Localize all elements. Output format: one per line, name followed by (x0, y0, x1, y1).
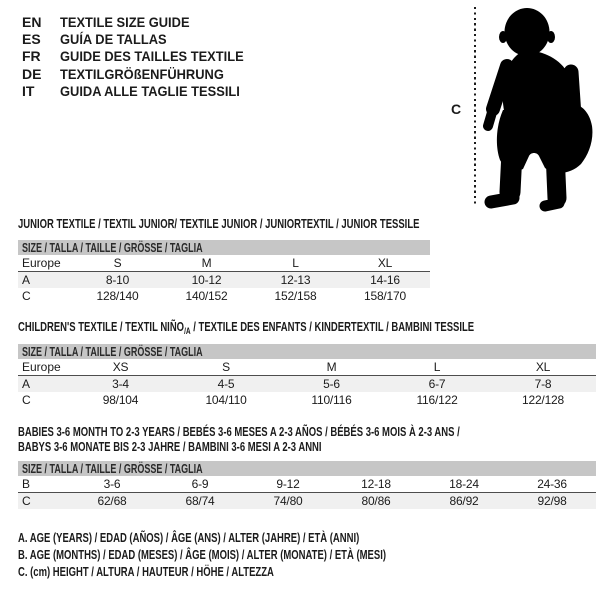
size-cell: L (251, 255, 340, 272)
size-header-row (18, 461, 596, 476)
note-age-years (18, 530, 522, 547)
title-subscript: /A (184, 326, 191, 336)
height-cell: 74/80 (244, 493, 332, 510)
height-cell: 116/122 (416, 393, 458, 407)
children-size-table (18, 344, 596, 408)
age-cell: 5-6 (279, 376, 384, 393)
height-cell: 80/86 (332, 493, 420, 510)
lang-row-es (22, 30, 260, 47)
height-cell: 110/116 (311, 393, 352, 407)
note-text: A. AGE (YEARS) / EDAD (AÑOS) / ÂGE (ANS) / ALTER (JAHRE) / ETÀ (ANNI) (18, 530, 360, 545)
junior-table-title (18, 216, 568, 231)
note-height-cm (18, 564, 522, 581)
babies-title-line1: BABIES 3-6 MONTH TO 2-3 YEARS / BEBÉS 3-6 MESES A 2-3 AÑOS / BÉBÉS 3-6 MOIS À 2-3 ANS / (18, 424, 460, 439)
height-cell: 122/128 (522, 393, 564, 407)
height-dotted-line (474, 7, 476, 206)
height-cell: 98/104 (102, 393, 139, 407)
row-label: C (18, 493, 68, 510)
age-cell: 3-6 (68, 476, 156, 493)
height-cell: 158/170 (364, 289, 406, 303)
junior-size-table (18, 240, 430, 304)
age-cell: 9-12 (244, 476, 332, 493)
lang-code: ES (22, 31, 41, 48)
size-cell: XS (68, 359, 173, 376)
height-cell: 140/152 (185, 289, 228, 303)
size-header-row (18, 344, 596, 359)
baby-silhouette-icon (483, 6, 600, 212)
row-label: A (18, 272, 73, 289)
table-row (18, 255, 430, 272)
note-age-months (18, 547, 522, 564)
lang-label: GUIDA ALLE TAGLIE TESSILI (60, 83, 240, 100)
age-cell: 10-12 (162, 272, 251, 289)
age-cell: 8-10 (73, 272, 162, 289)
lang-label: GUÍA DE TALLAS (60, 31, 167, 48)
row-label: Europe (18, 255, 73, 272)
age-cell: 6-9 (156, 476, 244, 493)
lang-row-fr (22, 48, 260, 65)
age-cell: 6-7 (384, 376, 490, 393)
height-cell: 128/140 (96, 289, 139, 303)
table-row (18, 476, 596, 493)
row-label: A (18, 376, 68, 393)
height-cell: 68/74 (156, 493, 244, 510)
lang-code: DE (22, 65, 42, 82)
lang-row-en (22, 13, 260, 30)
size-header-label: SIZE / TALLA / TAILLE / GRÖSSE / TAGLIA (22, 461, 203, 476)
babies-table-title (18, 424, 600, 454)
lang-label: TEXTILGRÖßENFÜHRUNG (60, 65, 224, 82)
height-cell: 86/92 (420, 493, 508, 510)
table-row (18, 392, 596, 408)
size-cell: S (173, 359, 279, 376)
table-row (18, 493, 596, 510)
language-list (22, 13, 260, 100)
lang-label: TEXTILE SIZE GUIDE (60, 13, 190, 30)
size-header-row (18, 240, 430, 255)
note-text: B. AGE (MONTHS) / EDAD (MESES) / ÂGE (MOIS) / ALTER (MONATE) / ETÀ (MESI) (18, 547, 386, 563)
babies-title-line2: BABYS 3-6 MONATE BIS 2-3 JAHRE / BAMBINI 3-6 MESI A 2-3 ANNI (18, 439, 322, 454)
age-cell: 24-36 (508, 476, 596, 493)
size-cell: S (73, 255, 162, 272)
age-cell: 18-24 (420, 476, 508, 493)
row-label: Europe (18, 359, 68, 376)
size-cell: XL (490, 359, 596, 376)
age-cell: 7-8 (490, 376, 596, 393)
table-row (18, 288, 430, 304)
table-row (18, 272, 430, 289)
table-row (18, 376, 596, 393)
children-table-title-text (18, 319, 474, 339)
size-header-label: SIZE / TALLA / TAILLE / GRÖSSE / TAGLIA (22, 240, 203, 255)
lang-code: IT (22, 83, 35, 100)
lang-row-it (22, 83, 260, 100)
size-cell: M (162, 255, 251, 272)
height-cell: 62/68 (68, 493, 156, 510)
size-header-label: SIZE / TALLA / TAILLE / GRÖSSE / TAGLIA (22, 344, 203, 359)
babies-size-table (18, 461, 596, 509)
size-cell: XL (340, 255, 430, 272)
lang-code: FR (22, 48, 41, 65)
age-cell: 14-16 (340, 272, 430, 289)
lang-label: GUIDE DES TAILLES TEXTILE (60, 48, 244, 65)
age-cell: 12-18 (332, 476, 420, 493)
legend-notes (18, 530, 522, 582)
lang-row-de (22, 65, 260, 82)
title-pre: CHILDREN'S TEXTILE / TEXTIL NIÑO (18, 319, 185, 334)
height-cell: 92/98 (508, 493, 596, 510)
age-cell: 12-13 (251, 272, 340, 289)
lang-code: EN (22, 13, 42, 30)
row-label: C (22, 393, 31, 407)
size-cell: L (384, 359, 490, 376)
title-post: / TEXTILE DES ENFANTS / KINDERTEXTIL / BAMBINI TESSILE (190, 319, 475, 334)
table-row (18, 359, 596, 376)
row-label: C (22, 289, 31, 303)
size-cell: M (279, 359, 384, 376)
height-measure-label: C (451, 101, 462, 117)
height-cell: 152/158 (274, 289, 317, 303)
note-text: C. (cm) HEIGHT / ALTURA / HAUTEUR / HÖHE / ALTEZZA (18, 564, 274, 580)
junior-table-title-text: JUNIOR TEXTILE / TEXTIL JUNIOR/ TEXTILE JUNIOR / JUNIORTEXTIL / JUNIOR TESSILE (18, 216, 420, 231)
children-table-title (18, 319, 600, 339)
age-cell: 4-5 (173, 376, 279, 393)
row-label: B (18, 476, 68, 493)
height-cell: 104/110 (205, 393, 247, 407)
age-cell: 3-4 (68, 376, 173, 393)
